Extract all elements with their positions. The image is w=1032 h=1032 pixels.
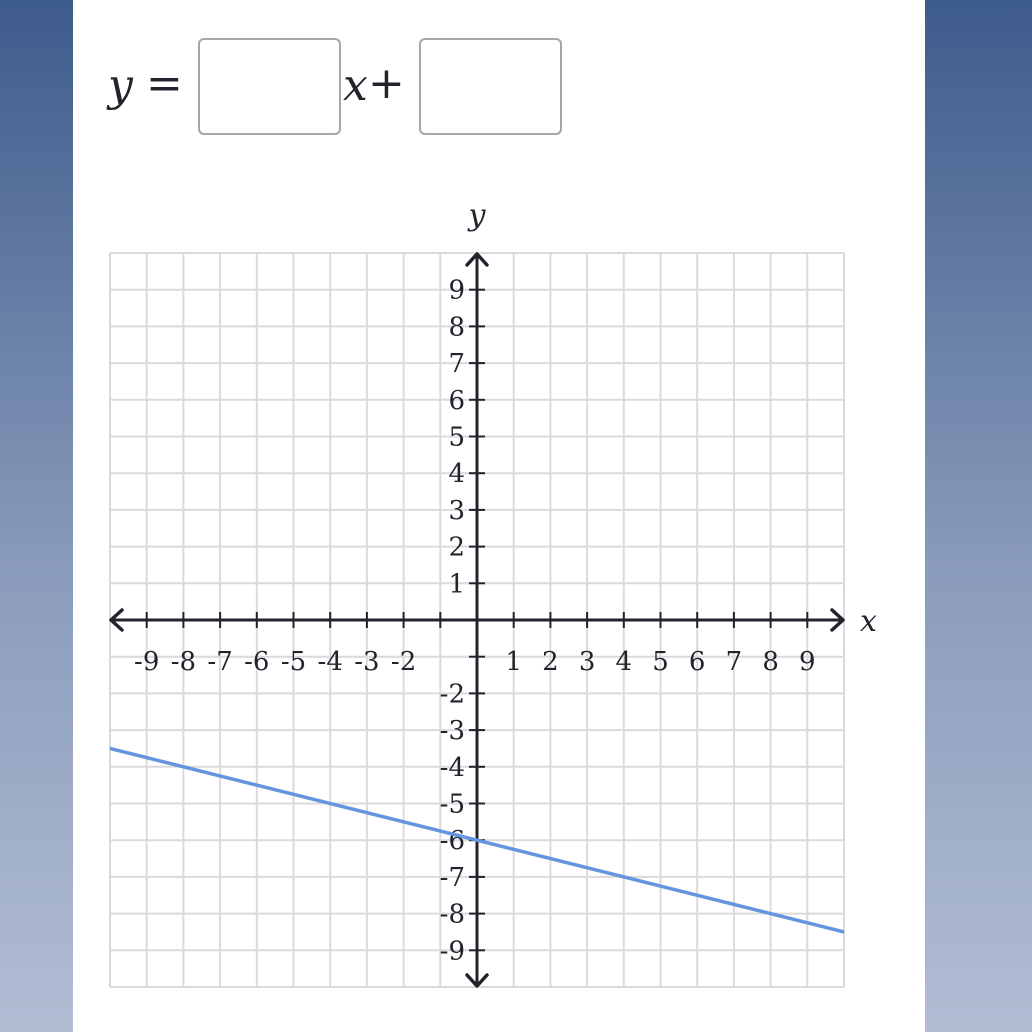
x-tick-label: -6 bbox=[244, 647, 270, 677]
x-tick-label: 3 bbox=[578, 647, 596, 677]
x-tick-label: 7 bbox=[725, 647, 743, 677]
equation-equals-sign: = bbox=[146, 58, 183, 109]
y-tick-label: -7 bbox=[439, 862, 465, 893]
x-axis-tick-labels bbox=[134, 647, 816, 677]
y-tick-label: -9 bbox=[439, 936, 465, 967]
y-tick-label: 1 bbox=[448, 569, 465, 600]
y-tick-label: 8 bbox=[448, 312, 465, 343]
x-tick-label: -7 bbox=[207, 647, 233, 677]
x-tick-label: -9 bbox=[134, 647, 160, 677]
y-tick-label: -8 bbox=[439, 899, 465, 930]
y-tick-label: 4 bbox=[448, 459, 465, 490]
y-tick-label: -6 bbox=[439, 826, 465, 857]
x-tick-label: -5 bbox=[280, 647, 307, 677]
x-tick-label: 5 bbox=[652, 647, 669, 677]
x-axis-label: x bbox=[860, 604, 877, 639]
x-tick-label: 9 bbox=[799, 647, 816, 677]
y-tick-label: 5 bbox=[448, 422, 465, 453]
x-tick-label: 8 bbox=[762, 647, 779, 677]
x-tick-label: -4 bbox=[317, 647, 343, 677]
equation-y-variable: y bbox=[108, 60, 133, 111]
equation-x-variable: x bbox=[343, 60, 368, 111]
x-tick-label: 1 bbox=[505, 647, 522, 677]
y-tick-label: 3 bbox=[448, 495, 465, 526]
equation-plus-sign: + bbox=[368, 58, 405, 109]
y-tick-label: 6 bbox=[448, 385, 465, 416]
y-tick-label: -2 bbox=[439, 679, 465, 710]
x-tick-label: 4 bbox=[615, 647, 633, 677]
x-tick-label: -8 bbox=[170, 647, 197, 677]
y-axis-label: y bbox=[468, 198, 486, 233]
x-tick-label: 6 bbox=[688, 647, 706, 677]
y-tick-label: 7 bbox=[448, 349, 465, 380]
x-tick-label: -3 bbox=[354, 647, 380, 677]
y-tick-label: 9 bbox=[448, 275, 465, 306]
y-tick-label: -3 bbox=[439, 716, 465, 747]
x-tick-label: -2 bbox=[390, 647, 417, 677]
y-tick-label: 2 bbox=[448, 532, 465, 563]
y-tick-label: -5 bbox=[439, 789, 465, 820]
y-tick-label: -4 bbox=[439, 752, 465, 783]
x-tick-label: 2 bbox=[542, 647, 559, 677]
